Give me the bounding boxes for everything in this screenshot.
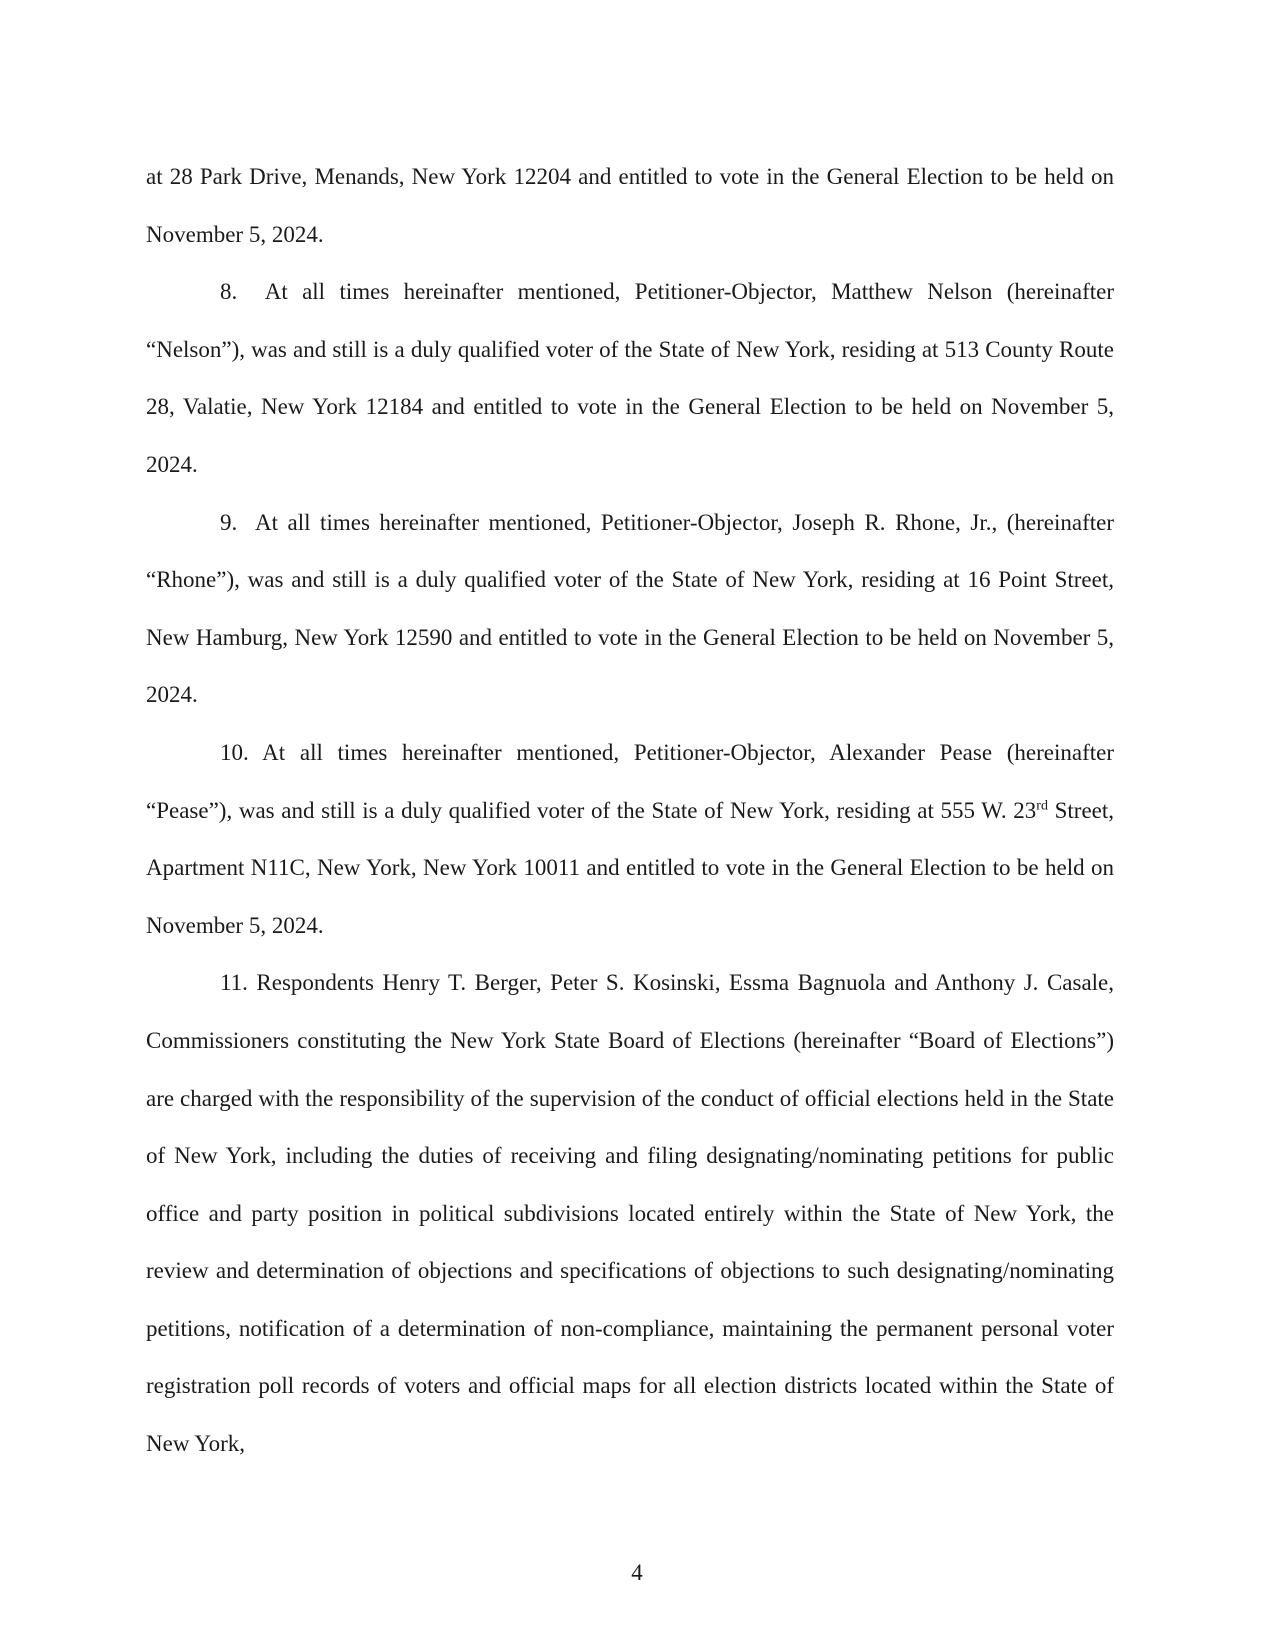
document-body (146, 148, 1114, 1473)
paragraph-text-before: At all times hereinafter mentioned, Petitioner-Objector, Alexander Pease (hereinafter “Pease”), was and still is a duly qualified voter of the State of New York, residing at 555 W. 23 (146, 739, 1114, 823)
ordinal-superscript: rd (1036, 797, 1048, 813)
paragraph-11 (146, 954, 1114, 1472)
paragraph-9 (146, 494, 1114, 724)
paragraph-number: 11. (220, 970, 248, 996)
paragraph-number: 9. (220, 509, 238, 535)
paragraph-8 (146, 263, 1114, 493)
page-number: 4 (631, 1560, 643, 1585)
paragraph-text: at 28 Park Drive, Menands, New York 12204 and entitled to vote in the General Election to be held on November 5, 2024. (146, 164, 1114, 247)
paragraph-text: At all times hereinafter mentioned, Petitioner-Objector, Matthew Nelson (hereinafter “Nelson”), was and still is a duly qualified voter of the State of New York, residing at 513 County Route 28, Valatie, New York 12184 and entitled to vote in the General Election to be held on November 5, 2024. (146, 279, 1114, 477)
paragraph-number: 8. (220, 279, 238, 305)
paragraph-number: 10. (220, 739, 249, 765)
paragraph-text-after: Street, Apartment N11C, New York, New York 10011 and entitled to vote in the General Election to be held on November 5, 2024. (146, 797, 1114, 938)
paragraph-text: At all times hereinafter mentioned, Petitioner-Objector, Joseph R. Rhone, Jr., (hereinafter “Rhone”), was and still is a duly qualified voter of the State of New York, residing at 16 Point Street, New Hamburg, New York 12590 and entitled to vote in the General Election to be held on November 5, 2024. (146, 509, 1115, 708)
paragraph-text: Respondents Henry T. Berger, Peter S. Kosinski, Essma Bagnuola and Anthony J. Casale, Commissioners constituting the New York State Board of Elections (hereinafter “Board of Elections”) are charged with the responsibility of the supervision of the conduct of official elections held in the State of New York, including the duties of receiving and filing designating/nominating petitions for public office and party position in political subdivisions located entirely within the State of New York, the review and determination of objections and specifications of objections to such designating/nominating petitions, notification of a determination of non-compliance, maintaining the permanent personal voter registration poll records of voters and official maps for all election districts located within the State of New York, (146, 970, 1114, 1457)
paragraph-continuation (146, 148, 1114, 263)
paragraph-10 (146, 724, 1114, 954)
